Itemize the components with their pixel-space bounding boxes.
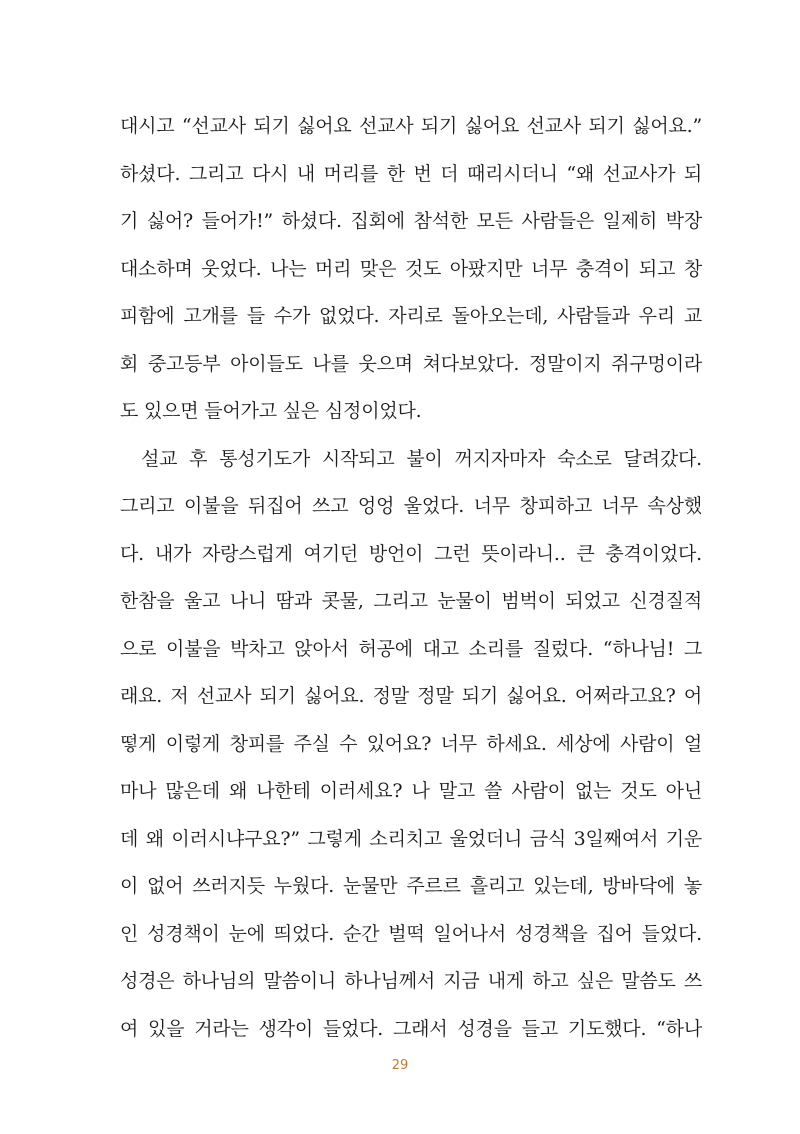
body-text xyxy=(120,103,702,1053)
text-line: 회 중고등부 아이들도 나를 웃으며 쳐다보았다. 정말이지 쥐구멍이라 xyxy=(120,352,702,375)
text-line: 래요. 저 선교사 되기 싫어요. 정말 정말 되기 싫어요. 어쩌라고요? 어 xyxy=(120,685,702,707)
text-line: 데 왜 이러시냐구요?” 그렇게 소리치고 울었더니 금식 3일째여서 기운 xyxy=(120,827,702,850)
text-line: 여 있을 거라는 생각이 들었다. 그래서 성경을 들고 기도했다. “하나 xyxy=(120,1017,702,1040)
text-line: 그리고 이불을 뒤집어 쓰고 엉엉 울었다. 너무 창피하고 너무 속상했 xyxy=(120,495,702,517)
text-line: 인 성경책이 눈에 띄었다. 순간 벌떡 일어나서 성경책을 집어 들었다. xyxy=(120,922,702,945)
text-line: 으로 이불을 박차고 앉아서 허공에 대고 소리를 질렀다. “하나님! 그 xyxy=(120,637,702,660)
text-line: 대소하며 웃었다. 나는 머리 맞은 것도 아팠지만 너무 충격이 되고 창 xyxy=(120,257,702,280)
text-line: 한참을 울고 나니 땀과 콧물, 그리고 눈물이 범벅이 되었고 신경질적 xyxy=(120,590,702,612)
text-line: 도 있으면 들어가고 싶은 심정이었다. xyxy=(120,400,422,422)
paragraph-first-line: 설교 후 통성기도가 시작되고 불이 꺼지자마자 숙소로 달려갔다. xyxy=(141,447,702,470)
text-line: 대시고 “선교사 되기 싫어요 선교사 되기 싫어요 선교사 되기 싫어요.” xyxy=(120,115,702,137)
text-line: 기 싫어? 들어가!” 하셨다. 집회에 참석한 모든 사람들은 일제히 박장 xyxy=(120,210,702,232)
text-line: 마나 많은데 왜 나한테 이러세요? 나 말고 쓸 사람이 없는 것도 아닌 xyxy=(120,780,702,802)
text-line: 이 없어 쓰러지듯 누웠다. 눈물만 주르르 흘리고 있는데, 방바닥에 놓 xyxy=(120,875,702,897)
text-line: 떻게 이렇게 창피를 주실 수 있어요? 너무 하세요. 세상에 사람이 얼 xyxy=(120,732,702,755)
text-line: 하셨다. 그리고 다시 내 머리를 한 번 더 때리시더니 “왜 선교사가 되 xyxy=(120,162,702,185)
text-line: 다. 내가 자랑스럽게 여기던 방언이 그런 뜻이라니.. 큰 충격이었다. xyxy=(120,542,702,565)
text-line: 성경은 하나님의 말씀이니 하나님께서 지금 내게 하고 싶은 말씀도 쓰 xyxy=(120,970,702,992)
text-line: 피함에 고개를 들 수가 없었다. 자리로 돌아오는데, 사람들과 우리 교 xyxy=(120,305,702,327)
page-number: 29 xyxy=(391,1058,409,1073)
